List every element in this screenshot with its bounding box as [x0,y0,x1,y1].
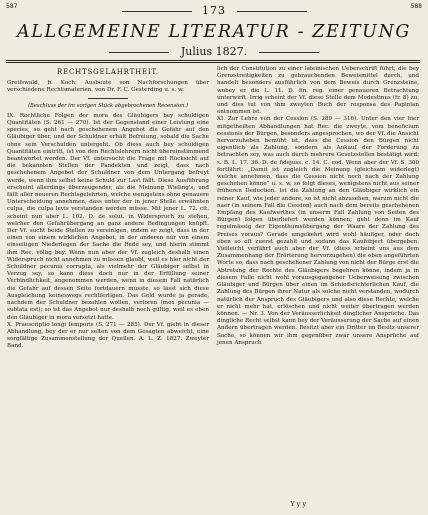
page-number-rule-left [122,11,192,12]
right-column [217,66,419,347]
intro-rule [88,98,128,99]
month-rule-left [109,52,169,53]
left-paragraph-2: X. Praescriptio longi temporis (S. 271 — 285). Der Vf. giebt in dieser Abhandlung, bey der er nur selten von dem Gesagten abweicht, eine sorgfältige Zusammenstellung der Quellen. A. L. Z. 1827. Zweyter Band. [7,321,209,350]
right-paragraph-1: lich der Constitution zu einer lateinischen Ueberschrift führt, die bey Grenzstreitigkeiten zu gebrauchenden Beweismittel durch, und handelt besonders ausführlich von dem Beweis durch Grenzsteine, wobey er die L. 11. D. fin. reg. einer genaueren Betrachtung unterwirft. Irrig scheint der Vf. diese Stelle dem Modestinus (fr. 8) zu, und dies tut von ihm zweyten Buch der responsa des Papinian entnommen ist. [217,66,419,116]
issue-month-row [0,45,428,58]
section-heading: RECHTSGELAHRTHEIT. [57,68,159,76]
header-divider [6,60,420,61]
header-divider-double [6,62,420,63]
left-paragraph-1: IX. Rechtliche Folgen der mora des Gläubigers bey schuldigen Quantitäten (S. 261 — 270). Ist der Gegenstand einer Leistung eine species, so geht nach geschehenem Angebot die Gefahr auf den Gläubiger über, und der Schuldner erhält Befreiung, sobald die Sache ohne sein Verschulden untergeht. Ob diess auch bey schuldigen Quantitäten eintritt, ist von den Rechtslehrern nicht übereinstimmend beantwortet worden. Der Vf. untersucht die Frage mit Rücksicht auf die bekannten Stellen der Pandekten und zeigt, dass nach geschehenem Angebot der Schuldner von dem Untergang befreyt werde, wenn ihm selbst keine Schuld zur Last fällt. Diese Ausführung erscheint allerdings überzeugender, als die Meinung Wieling's, und fällt aller neueren Rechtsgelehrten, welche wenigstens ohne genauere Unterscheidung annehmen, dass unter der in jener Stelle erwähnten culpa, die culpa levis verstanden werden müsse. Mit jener L. 72. cit. scheint nun aber L. 102. D. de solut. in Widerspruch zu stehen, welcher den Gefahrübergang an ganz andere Bedingungen knüpft. Der Vf. sucht beide Stellen zu vereinigen, indem er zeigt, dass in der einen von einem wirklichen Angebot, in der anderen nur von einem einseitigen Niederlegen der Sache die Rede sey, und hierin stimmt ihm Rec. völlig bey. Wenn nun aber der Vf. zugleich deshalb einen Widerspruch nicht annehmen zu müssen glaubt, weil es hier nicht der Schuldner pecunia corrupta, als vielmehr der Gläubiger selbst in Verzug sey, so kann diess doch nur in der Erfüllung seiner Verbindlichkeit, angenommen werden, wenn in diesem Fall natürlich die Gefahr auf dessen Seite fortdauern musste, so lässt sich diese Ausgleichung keineswegs rechtfertigen. Das Geld wurde ja gerade, nachdem der Schuldner bezahlen wollen, verloren (mox pecunia — sublata est); so ist das Angebot nur deshalb noch gültig, weil es eben den Gläubiger in mora versetzt hatte. [7,112,209,321]
issue-month: Julius 1827. [180,45,248,58]
right-paragraph-2: XI. Zur Lehre von der Cession (S. 289 — 316). Unter den vier hier mitgetheilten Abhandlungen hat Rec. die zweyte, vom beneficium cessionis der Bürgen, besonders angesprochen, wo der Vf. die Ansicht hervorzuheben bemüht ist, dass die Cession den Bürgen nicht eigentlich als Zahlung, sondern als Ankauf der Forderung zu betrachten sey, was auch durch mehrere Gesetzstellen bestätigt wird; s. B. L. 17. 36. D. de fidejuss. c. 14. C. eod. Wenn aber der Vf. S. 300 fortfährt: „Damit ist zugleich die Meinung (gleichsam widerlegt) welche annehmen, dass die Cession nicht noch nach der Zahlung geschehen könne“ u. s. w. so folgt dieses, wenigstens nicht aus seiner früheren Deduction. Ist die Zahlung an den Gläubiger wirklich ein reiner Kauf, wie jeder andere, so ist nicht abzusehen, warum nicht die naer (in seinem Fall die Cession) auch nach dem bereits geschehenen Empfang des Kaufwerthes (in unserm Fall Zahlung von Seiten des Bürgen) folgen überliefert werden können; geht denn im Kauf regelmässig der Eigenthumsübergang der Waare der Zahlung des Preises voraus? Gerade umgekehrt wird wohl häufiger, oder doch eben so oft zuerst gezahlt und sodann das Kaufobject übergeben. Vielleicht verfährt auch aber der Vf. (diess scheint uns aus dem Zusammenhang der Erörterung hervorzugehen) die oben angeführten Worte so, dass nach geschehener Zahlung von nicht der Bürge erst die Abtretung der Rechte des Gläubigers begehren könne, indem ja in diesem Falle nicht wohl vorausgegangener Ueberweisung zwischen Gläubiger und Bürgen über einen im Schiedsrichterlichen Kauf, die Zahlung des Bürgen ihrer Natur als solche nicht verstanden, wodurch natürlich der Anspruch des Gläubigers und also diese Rechte, welche er nicht mehr hat, erlöschen und nicht weiter übertragen werden können. — Nr. 3. Von der Veräusserlichkeit dinglicher Ansprüche. Das dingliche Recht selbst kann bey der Veräusserung der Sache auf einen Andern übertragen werden. Besitzt aber ein Dritter im Besitz unserer Sache, so können wir ihm gegenüber zwar unsere Ansprüche auf jenen Anspruch [217,116,419,346]
left-column [7,68,209,351]
page-number: 173 [202,4,226,17]
page-number-rule-right [237,11,307,12]
review-intro: Greifswald, b. Koch: Ausbeute von Nachforschungen über verschiedene Rechtsmaterien, von Dr. F. C. Gesterding u. s. w. [7,80,209,94]
continuation-note: (Beschluss der im vorigen Stück abgebrochenen Recension.) [28,102,188,109]
masthead-title: ALLGEMEINE LITERATUR - ZEITUNG [17,22,411,42]
page-number-row [0,4,428,17]
month-rule-right [259,52,319,53]
signature-mark: Yyy [290,500,308,508]
corner-number-right: 588 [410,3,422,10]
corner-number-left: 587 [6,3,18,10]
